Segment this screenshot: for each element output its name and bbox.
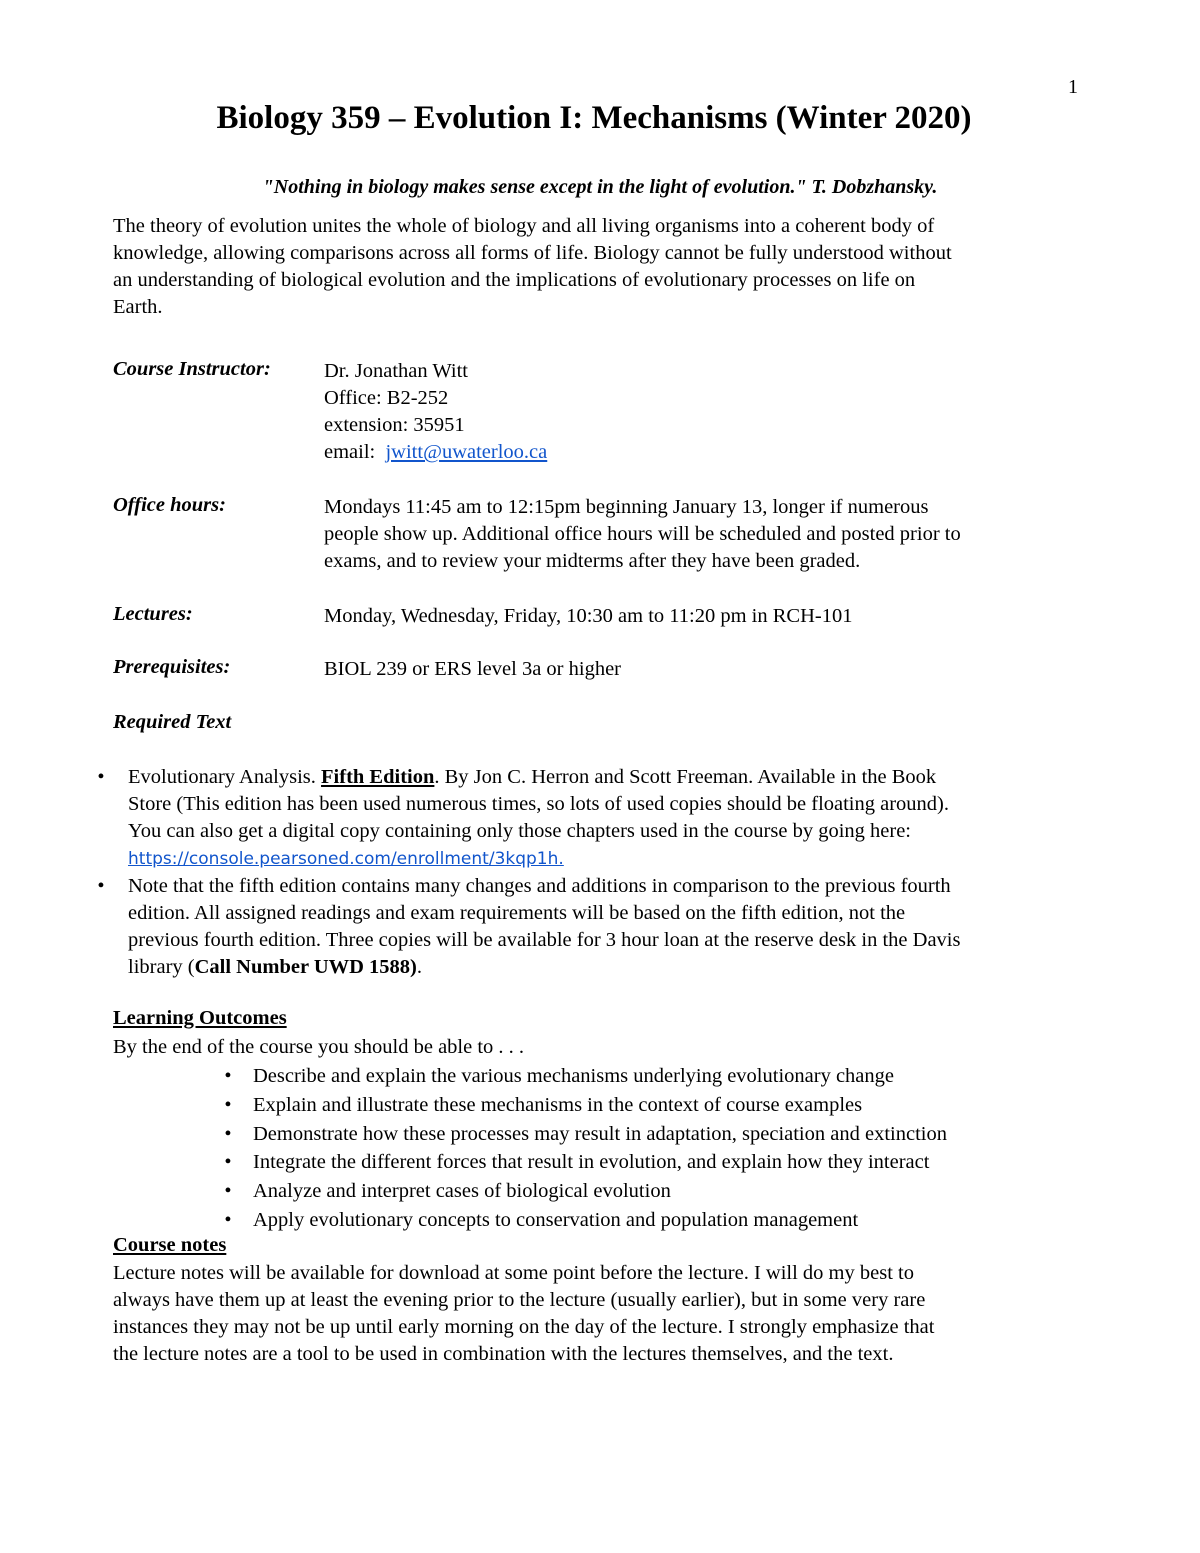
bullet-icon: • [224, 1122, 232, 1145]
epigraph-quote: "Nothing in biology makes sense except in the light of evolution." T. Dobzhansky. [262, 176, 938, 198]
notes-line: the lecture notes are a tool to be used in combination with the lectures themselves, and the text. [113, 1343, 894, 1365]
prerequisites-value: BIOL 239 or ERS level 3a or higher [324, 658, 621, 680]
list-item [219, 1062, 947, 1091]
required-text-list [91, 764, 1091, 981]
course-notes-paragraph [113, 1260, 1093, 1368]
instructor-email-row [324, 439, 1094, 466]
bullet-icon: • [224, 1065, 232, 1087]
lectures-label: Lectures: [113, 603, 193, 625]
list-line: You can also get a digital copy containing only those chapters used in the course by going here: [128, 820, 912, 842]
list-item [219, 1091, 947, 1120]
outcome-text: Integrate the different forces that result in evolution, and explain how they interact [253, 1151, 930, 1174]
outcome-text: Explain and illustrate these mechanisms in the context of course examples [253, 1093, 863, 1116]
outcome-text: Describe and explain the various mechanisms underlying evolutionary change [253, 1065, 894, 1087]
required-text-heading: Required Text [113, 711, 232, 733]
notes-line: Lecture notes will be available for download at some point before the lecture. I will do my best to [113, 1262, 914, 1284]
lectures-value: Monday, Wednesday, Friday, 10:30 am to 11:20 pm in RCH-101 [324, 605, 853, 627]
intro-line: knowledge, allowing comparisons across all forms of life. Biology cannot be fully understood without [113, 242, 952, 264]
list-item [219, 1206, 947, 1235]
office-hours-line: exams, and to review your midterms after they have been graded. [324, 550, 861, 572]
email-prefix: email: [324, 441, 376, 463]
list-item [219, 1148, 947, 1177]
office-hours-line: Mondays 11:45 am to 12:15pm beginning January 13, longer if numerous [324, 496, 929, 518]
list-item [219, 1177, 947, 1206]
list-item [91, 873, 1091, 981]
bullet-icon: • [224, 1208, 232, 1231]
bullet-icon: • [224, 1180, 232, 1203]
list-line: library ( [128, 956, 195, 978]
learning-outcomes-list [219, 1062, 947, 1235]
office-hours-label: Office hours: [113, 494, 226, 516]
edition-label: Fifth Edition [321, 766, 435, 788]
notes-line: instances they may not be up until early morning on the day of the lecture. I strongly emphasize that [113, 1316, 935, 1338]
outcome-text: Demonstrate how these processes may result in adaptation, speciation and extinction [253, 1122, 947, 1145]
instructor-info [324, 358, 1094, 466]
bullet-icon: • [97, 875, 105, 897]
outcome-text: Apply evolutionary concepts to conservation and population management [253, 1208, 859, 1231]
learning-outcomes-intro: By the end of the course you should be able to . . . [113, 1036, 525, 1058]
notes-line: always have them up at least the evening prior to the lecture (usually earlier), but in some very rare [113, 1289, 926, 1311]
call-number: Call Number UWD 1588) [194, 956, 417, 978]
prerequisites-label: Prerequisites: [113, 656, 231, 678]
office-hours-line: people show up. Additional office hours will be scheduled and posted prior to [324, 523, 961, 545]
instructor-office: Office: B2-252 [324, 387, 449, 409]
learning-outcomes-heading: Learning Outcomes [113, 1007, 287, 1029]
list-line: edition. All assigned readings and exam requirements will be based on the fifth edition, not the [128, 902, 906, 924]
bullet-icon: • [97, 766, 105, 788]
instructor-extension: extension: 35951 [324, 414, 465, 436]
outcome-text: Analyze and interpret cases of biological evolution [253, 1180, 671, 1203]
office-hours-info [324, 494, 1094, 575]
course-notes-heading: Course notes [113, 1234, 227, 1256]
book-title: Evolutionary Analysis. [128, 766, 322, 788]
bullet-icon: • [224, 1151, 232, 1174]
intro-line: The theory of evolution unites the whole of biology and all living organisms into a coherent body of [113, 215, 935, 237]
intro-paragraph [113, 213, 1093, 321]
page-number: 1 [1068, 76, 1078, 98]
intro-line: an understanding of biological evolution and the implications of evolutionary processes on life on [113, 269, 916, 291]
book-authors: . By Jon C. Herron and Scott Freeman. Available in the Book [434, 766, 937, 788]
document-title: Biology 359 – Evolution I: Mechanisms (Winter 2020) [216, 100, 972, 136]
list-line: previous fourth edition. Three copies will be available for 3 hour loan at the reserve desk in the Davis [128, 929, 961, 951]
list-item [219, 1120, 947, 1149]
list-line: . [416, 956, 423, 978]
bullet-icon: • [224, 1093, 232, 1116]
list-item [91, 764, 1091, 873]
instructor-name: Dr. Jonathan Witt [324, 360, 468, 382]
intro-line: Earth. [113, 296, 163, 318]
list-line: Note that the fifth edition contains many changes and additions in comparison to the previous fourth [128, 875, 951, 897]
list-line: Store (This edition has been used numerous times, so lots of used copies should be floating around). [128, 793, 950, 815]
email-link[interactable]: jwitt@uwaterloo.ca [385, 441, 548, 463]
pearson-enrollment-link[interactable]: https://console.pearsoned.com/enrollment/3kqp1h. [128, 849, 564, 869]
instructor-label: Course Instructor: [113, 358, 271, 380]
